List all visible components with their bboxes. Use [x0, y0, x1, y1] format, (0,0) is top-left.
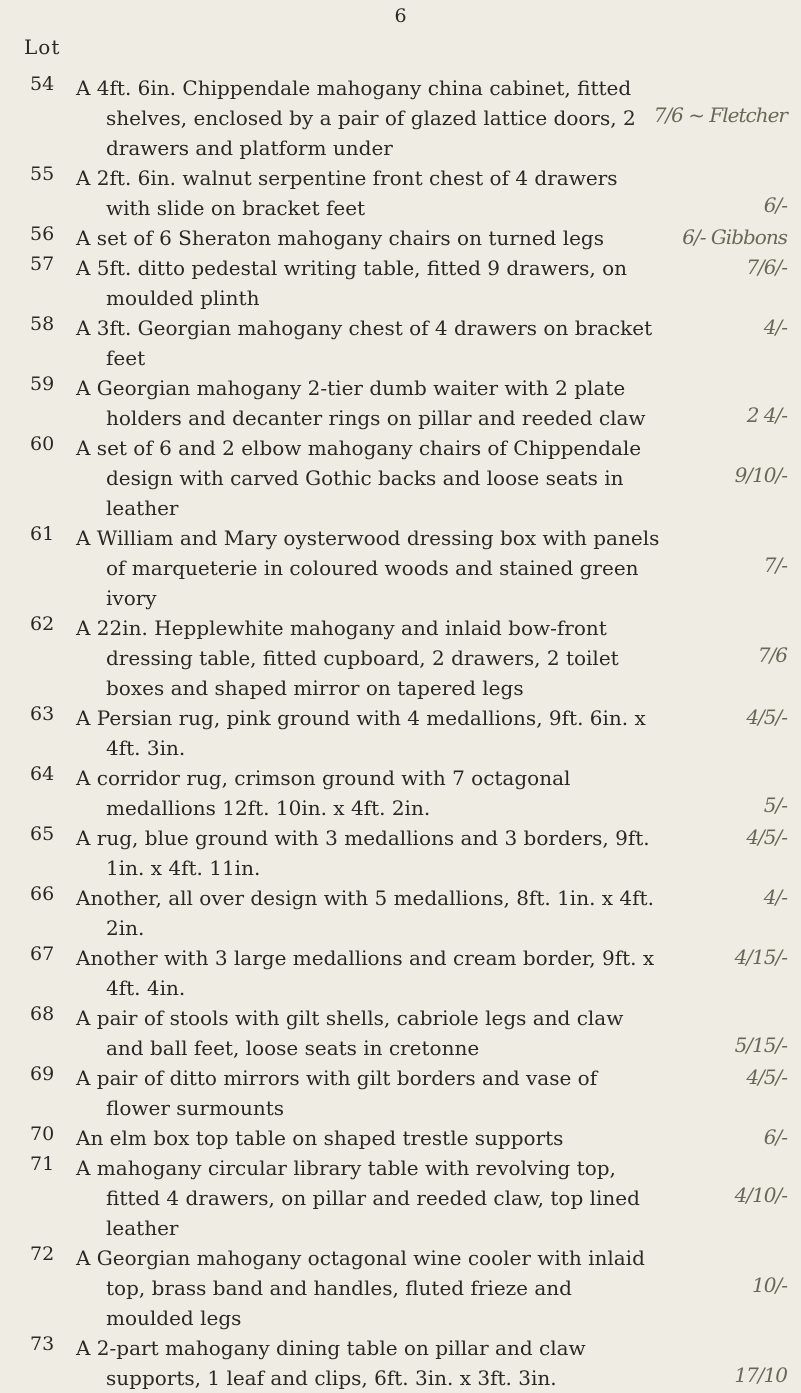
lot-description: A rug, blue ground with 3 medallions and 3 borders, 9ft. 1in. x 4ft. 11in. [76, 826, 650, 880]
handwritten-price-note: 7/6 [757, 643, 787, 667]
lot-entry [0, 73, 801, 163]
handwritten-price-note: 5/15/- [734, 1033, 787, 1057]
handwritten-price-note: 10/- [752, 1273, 787, 1297]
lot-description: A Persian rug, pink ground with 4 medallions, 9ft. 6in. x 4ft. 3in. [76, 706, 646, 760]
lot-number: 64 [30, 763, 55, 785]
handwritten-price-note: 4/- [763, 885, 787, 909]
lot-number: 58 [30, 313, 55, 335]
page-number: 6 [394, 5, 407, 27]
lot-description: A 2-part mahogany dining table on pillar and claw supports, 1 leaf and clips, 6ft. 3in. x 3ft. 3in. [76, 1336, 586, 1390]
handwritten-price-note: 2 4/- [746, 403, 787, 427]
lot-entry [0, 1123, 801, 1153]
lot-number: 60 [30, 433, 55, 455]
lot-entry [0, 163, 801, 223]
lot-entry [0, 373, 801, 433]
lot-entry [0, 823, 801, 883]
lot-entry [0, 433, 801, 523]
handwritten-price-note: 6/- [763, 193, 787, 217]
lot-description: A set of 6 Sheraton mahogany chairs on turned legs [76, 226, 604, 250]
handwritten-price-note: 7/6/- [746, 255, 787, 279]
handwritten-price-note: 6/- Gibbons [682, 225, 787, 249]
lot-entry [0, 523, 801, 613]
lot-description: A 2ft. 6in. walnut serpentine front chest of 4 drawers with slide on bracket feet [76, 166, 618, 220]
lot-number: 57 [30, 253, 55, 275]
lot-entry [0, 223, 801, 253]
handwritten-price-note: 4/5/- [746, 705, 787, 729]
lot-number: 63 [30, 703, 55, 725]
handwritten-price-note: 6/- [763, 1125, 787, 1149]
lot-number: 55 [30, 163, 55, 185]
lot-description: A 22in. Hepplewhite mahogany and inlaid bow-front dressing table, fitted cupboard, 2 drawers, 2 toilet boxes and shaped mirror on tapered legs [76, 616, 619, 700]
lot-number: 69 [30, 1063, 55, 1085]
handwritten-price-note: 17/10 [734, 1363, 787, 1387]
lot-number: 73 [30, 1333, 55, 1355]
lot-list [0, 73, 801, 1393]
handwritten-price-note: 7/- [763, 553, 787, 577]
lot-number: 61 [30, 523, 55, 545]
lot-description: A Georgian mahogany octagonal wine cooler with inlaid top, brass band and handles, fluted frieze and moulded legs [76, 1246, 645, 1330]
lot-entry [0, 1003, 801, 1063]
lot-entry [0, 1333, 801, 1393]
lot-number: 62 [30, 613, 55, 635]
lot-number: 68 [30, 1003, 55, 1025]
handwritten-price-note: 5/- [763, 793, 787, 817]
lot-number: 71 [30, 1153, 55, 1175]
handwritten-price-note: 9/10/- [734, 463, 787, 487]
handwritten-price-note: 7/6 ~ Fletcher [653, 103, 787, 127]
lot-number: 70 [30, 1123, 55, 1145]
lot-entry [0, 313, 801, 373]
lot-entry [0, 253, 801, 313]
lot-description: An elm box top table on shaped trestle supports [76, 1126, 564, 1150]
lot-description: Another, all over design with 5 medallions, 8ft. 1in. x 4ft. 2in. [76, 886, 654, 940]
lot-number: 56 [30, 223, 55, 245]
lot-number: 54 [30, 73, 55, 95]
lot-description: A mahogany circular library table with revolving top, fitted 4 drawers, on pillar and reeded claw, top lined leather [76, 1156, 640, 1240]
lot-entry [0, 883, 801, 943]
lot-entry [0, 763, 801, 823]
handwritten-price-note: 4/5/- [746, 825, 787, 849]
lot-description: A set of 6 and 2 elbow mahogany chairs of Chippendale design with carved Gothic backs and loose seats in leather [76, 436, 642, 520]
lot-entry [0, 943, 801, 1003]
lot-description: A 4ft. 6in. Chippendale mahogany china cabinet, fitted shelves, enclosed by a pair of glazed lattice doors, 2 drawers and platform under [76, 76, 636, 160]
lot-description: A 5ft. ditto pedestal writing table, fitted 9 drawers, on moulded plinth [76, 256, 628, 310]
lot-description: A 3ft. Georgian mahogany chest of 4 drawers on bracket feet [76, 316, 653, 370]
lot-entry [0, 1063, 801, 1123]
handwritten-price-note: 4/15/- [734, 945, 787, 969]
lot-number: 72 [30, 1243, 55, 1265]
lot-number: 65 [30, 823, 55, 845]
lot-number: 67 [30, 943, 55, 965]
lot-description: A pair of ditto mirrors with gilt borders and vase of flower surmounts [76, 1066, 598, 1120]
lot-description: A Georgian mahogany 2-tier dumb waiter with 2 plate holders and decanter rings on pillar and reeded claw [76, 376, 646, 430]
lot-description: A pair of stools with gilt shells, cabriole legs and claw and ball feet, loose seats in cretonne [76, 1006, 624, 1060]
lot-entry [0, 1153, 801, 1243]
lot-entry [0, 613, 801, 703]
lot-description: A William and Mary oysterwood dressing box with panels of marqueterie in coloured woods and stained green ivory [76, 526, 660, 610]
handwritten-price-note: 4/- [763, 315, 787, 339]
lot-description: Another with 3 large medallions and cream border, 9ft. x 4ft. 4in. [76, 946, 655, 1000]
lot-number: 59 [30, 373, 55, 395]
lot-description: A corridor rug, crimson ground with 7 octagonal medallions 12ft. 10in. x 4ft. 2in. [76, 766, 571, 820]
lot-number: 66 [30, 883, 55, 905]
handwritten-price-note: 4/5/- [746, 1065, 787, 1089]
lot-column-heading: Lot [24, 35, 61, 59]
lot-entry [0, 703, 801, 763]
handwritten-price-note: 4/10/- [734, 1183, 787, 1207]
lot-entry [0, 1243, 801, 1333]
